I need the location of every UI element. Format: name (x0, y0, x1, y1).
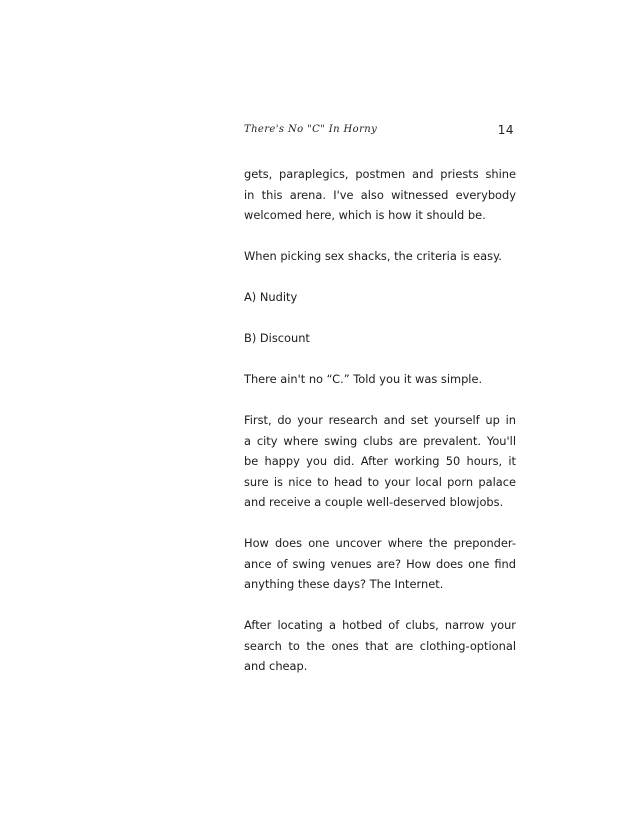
text-line: When picking sex shacks, the criteria is easy. (244, 249, 502, 263)
paragraph (244, 328, 516, 349)
page-number: 14 (497, 123, 514, 137)
paragraph (244, 246, 516, 267)
paragraph (244, 615, 516, 677)
page-header (244, 123, 516, 139)
text-line: B) Discount (244, 331, 310, 345)
paragraph (244, 369, 516, 390)
text-line: After locating a hotbed of clubs, narrow your (244, 618, 516, 632)
paragraph (244, 533, 516, 595)
text-line: There ain't no “C.” Told you it was simple. (244, 372, 483, 386)
text-line: and receive a couple well-deserved blowjobs. (244, 495, 504, 509)
text-line: in this arena. I've also witnessed everybody (244, 187, 516, 202)
text-line: welcomed here, which is how it should be. (244, 208, 486, 222)
text-line: and cheap. (244, 659, 308, 673)
text-line: sure is nice to head to your local porn palace (244, 474, 516, 489)
text-line: First, do your research and set yourself up in (244, 413, 516, 427)
text-line: gets, paraplegics, postmen and priests shine (244, 167, 516, 181)
text-line: anything these days? The Internet. (244, 577, 444, 591)
text-line: a city where swing clubs are prevalent. You'll (244, 433, 516, 448)
paragraph (244, 164, 516, 226)
text-line: be happy you did. After working 50 hours, it (244, 454, 516, 468)
body-text (244, 164, 516, 697)
paragraph (244, 287, 516, 308)
paragraph (244, 410, 516, 513)
running-title: There's No "C" In Horny (244, 124, 378, 135)
text-line: A) Nudity (244, 290, 298, 304)
text-line: search to the ones that are clothing-optional (244, 638, 516, 653)
text-line: ance of swing venues are? How does one find (244, 556, 516, 571)
text-line: How does one uncover where the preponder- (244, 536, 516, 550)
